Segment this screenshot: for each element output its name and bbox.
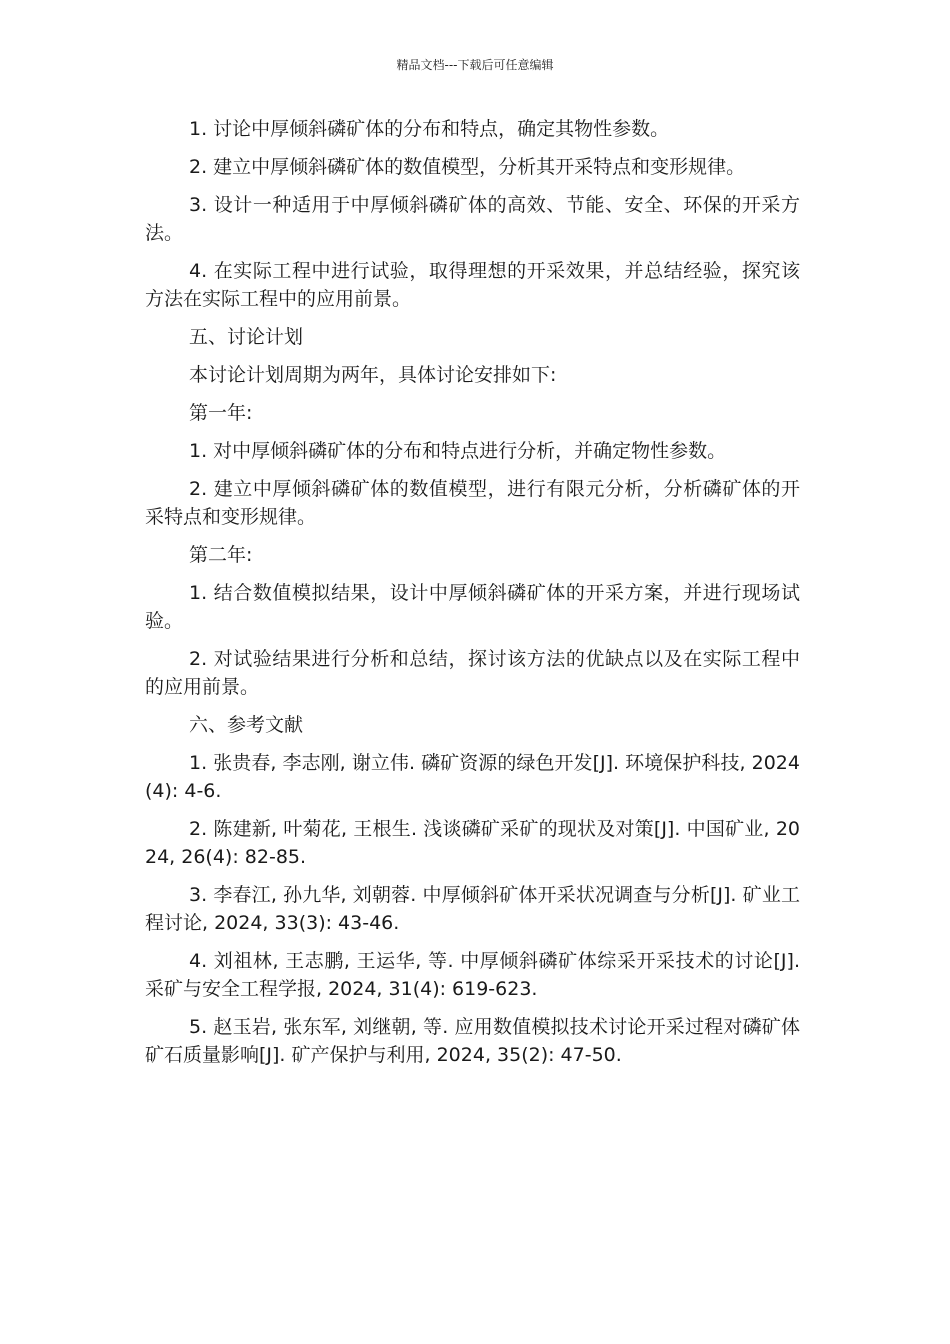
year-two-item-2: 2. 对试验结果进行分析和总结，探讨该方法的优缺点以及在实际工程中的应用前景。 [145,648,800,698]
reference-2: 2. 陈建新, 叶菊花, 王根生. 浅谈磷矿采矿的现状及对策[J]. 中国矿业, 2024, 26(4): 82-85. [145,818,800,868]
objective-4: 4. 在实际工程中进行试验，取得理想的开采效果，并总结经验，探究该方法在实际工程中的应用前景。 [145,260,800,310]
plan-intro: 本讨论计划周期为两年，具体讨论安排如下: [189,364,557,386]
section-heading-plan: 五、讨论计划 [189,326,304,348]
reference-3: 3. 李春江, 孙九华, 刘朝蓉. 中厚倾斜矿体开采状况调查与分析[J]. 矿业工程讨论, 2024, 33(3): 43-46. [145,884,800,934]
objective-2: 2. 建立中厚倾斜磷矿体的数值模型，分析其开采特点和变形规律。 [189,156,746,178]
year-one-item-2: 2. 建立中厚倾斜磷矿体的数值模型，进行有限元分析，分析磷矿体的开采特点和变形规律。 [145,478,800,528]
reference-4: 4. 刘祖林, 王志鹏, 王运华, 等. 中厚倾斜磷矿体综采开采技术的讨论[J]. 采矿与安全工程学报, 2024, 31(4): 619-623. [145,950,800,1000]
objective-3: 3. 设计一种适用于中厚倾斜磷矿体的高效、节能、安全、环保的开采方法。 [145,194,800,244]
section-heading-references: 六、参考文献 [189,714,304,736]
page-header-watermark: 精品文档---下载后可任意编辑 [396,58,554,72]
reference-1: 1. 张贵春, 李志刚, 谢立伟. 磷矿资源的绿色开发[J]. 环境保护科技, 2024(4): 4-6. [145,752,800,802]
reference-5: 5. 赵玉岩, 张东军, 刘继朝, 等. 应用数值模拟技术讨论开采过程对磷矿体矿石质量影响[J]. 矿产保护与利用, 2024, 35(2): 47-50. [145,1016,800,1066]
year-one-item-1: 1. 对中厚倾斜磷矿体的分布和特点进行分析，并确定物性参数。 [189,440,727,462]
year-two-heading: 第二年: [189,544,253,566]
document-body [145,115,800,1079]
objective-1: 1. 讨论中厚倾斜磷矿体的分布和特点，确定其物性参数。 [189,118,670,140]
year-one-heading: 第一年: [189,402,253,424]
year-two-item-1: 1. 结合数值模拟结果，设计中厚倾斜磷矿体的开采方案，并进行现场试验。 [145,582,800,632]
